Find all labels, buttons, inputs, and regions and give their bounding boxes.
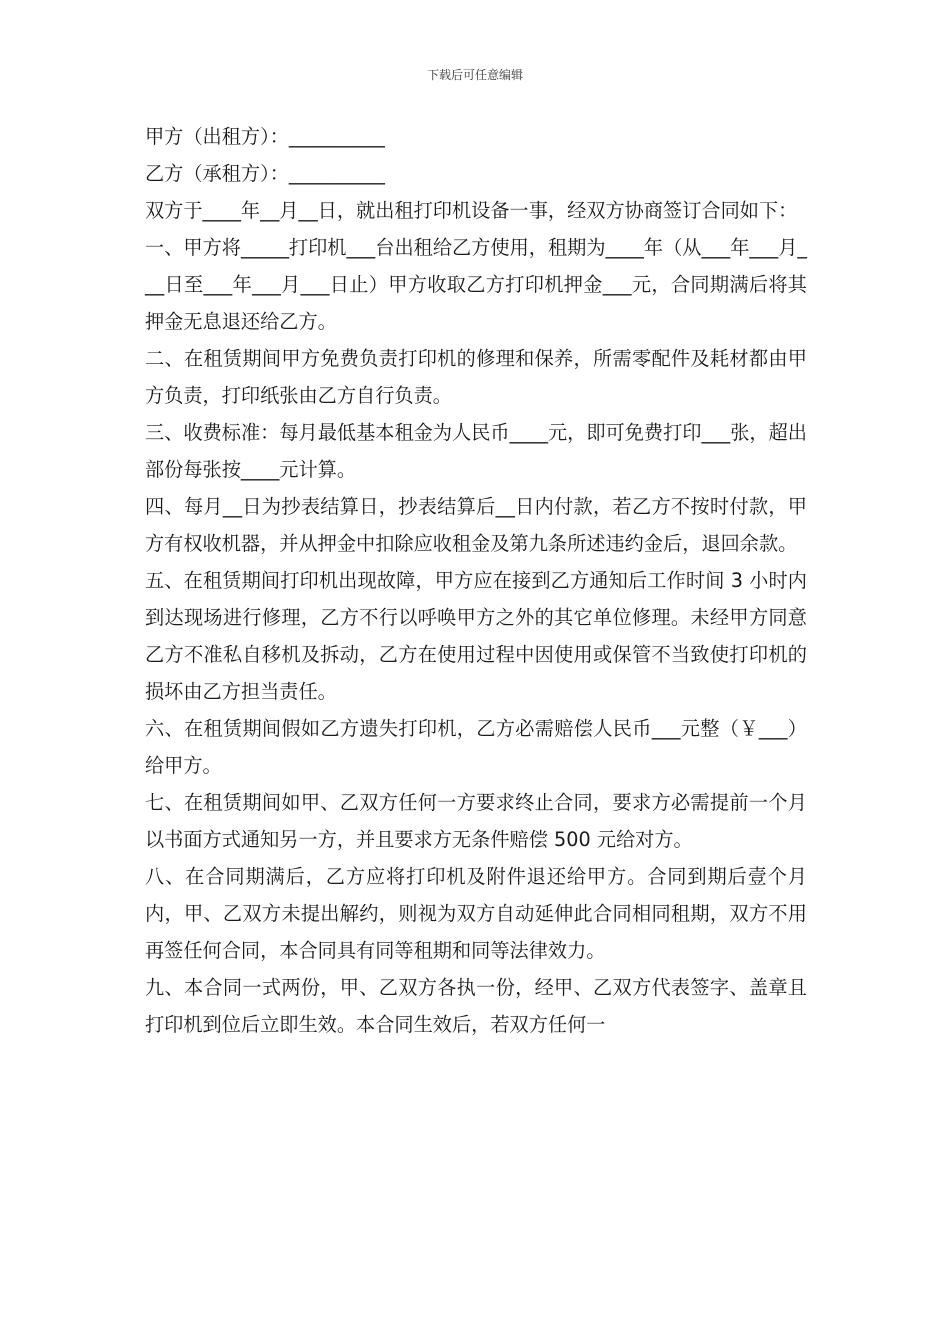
contract-body [145, 118, 807, 1043]
clause-6: 六、在租赁期间假如乙方遗失打印机，乙方必需赔偿人民币___元整（￥___）给甲方。 [145, 717, 807, 777]
clause-1: 一、甲方将_____打印机___台出租给乙方使用，租期为____年（从___年___月___日至___年___月___日止）甲方收取乙方打印机押金___元，合同期满后将其押金无息退还给乙方。 [145, 236, 807, 333]
clause-3: 三、收费标准：每月最低基本租金为人民币____元，即可免费打印___张，超出部份每张按____元计算。 [145, 421, 807, 481]
clause-8: 八、在合同期满后，乙方应将打印机及附件退还给甲方。合同到期后壹个月内，甲、乙双方未提出解约，则视为双方自动延伸此合同相同租期，双方不用再签任何合同，本合同具有同等租期和同等法律效力。 [145, 865, 807, 962]
clause-5: 五、在租赁期间打印机出现故障，甲方应在接到乙方通知后工作时间 3 小时内到达现场进行修理，乙方不行以呼唤甲方之外的其它单位修理。未经甲方同意乙方不准私自移机及拆动，乙方在使用过程中因使用或保管不当致使打印机的损坏由乙方担当责任。 [145, 569, 807, 703]
page-header: 下载后可任意编辑 [426, 68, 523, 82]
party-a-line: 甲方（出租方）：__________ [145, 125, 385, 148]
clause-9: 九、本合同一式两份，甲、乙双方各执一份，经甲、乙双方代表签字、盖章且打印机到位后立即生效。本合同生效后，若双方任何一 [145, 976, 807, 1036]
clause-2: 二、在租赁期间甲方免费负责打印机的修理和保养，所需零配件及耗材都由甲方负责，打印纸张由乙方自行负责。 [145, 347, 807, 407]
intro-paragraph: 双方于____年__月__日，就出租打印机设备一事，经双方协商签订合同如下： [145, 199, 798, 222]
clause-4: 四、每月__日为抄表结算日，抄表结算后__日内付款，若乙方不按时付款，甲方有权收机器，并从押金中扣除应收租金及第九条所述违约金后，退回余款。 [145, 495, 807, 555]
clause-7: 七、在租赁期间如甲、乙双方任何一方要求终止合同，要求方必需提前一个月以书面方式通知另一方，并且要求方无条件赔偿 500 元给对方。 [145, 791, 807, 851]
party-b-line: 乙方（承租方）：__________ [145, 162, 385, 185]
